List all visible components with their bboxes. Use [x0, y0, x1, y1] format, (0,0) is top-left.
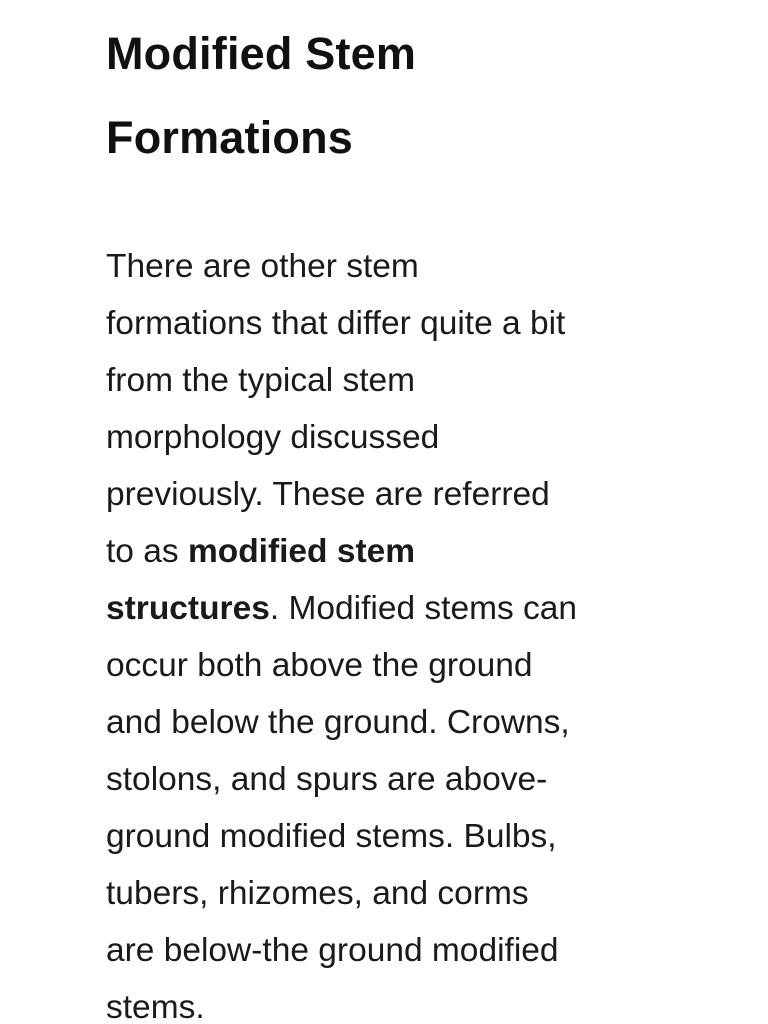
paragraph-line-7	[106, 580, 698, 637]
paragraph-line-7-text: . Modified stems can	[269, 590, 578, 627]
paragraph-line-6-text: to as	[106, 533, 188, 570]
paragraph-line-3: from the typical stem	[106, 362, 416, 399]
bold-term-part-2: structures	[106, 590, 270, 627]
paragraph-line-10: stolons, and spurs are above-	[106, 761, 548, 798]
article-heading	[106, 12, 698, 180]
paragraph-line-14: stems.	[106, 989, 205, 1024]
paragraph-line-2: formations that differ quite a bit	[106, 305, 566, 342]
paragraph-line-5: previously. These are referred	[106, 476, 550, 513]
article-paragraph	[106, 238, 698, 1024]
paragraph-line-11: ground modified stems. Bulbs,	[106, 818, 557, 855]
bold-term-part-1: modified stem	[187, 533, 416, 570]
paragraph-line-6	[106, 523, 698, 580]
paragraph-line-1: There are other stem	[106, 248, 419, 285]
heading-line-2: Formations	[106, 112, 354, 163]
paragraph-line-4: morphology discussed	[106, 419, 440, 456]
paragraph-line-12: tubers, rhizomes, and corms	[106, 875, 529, 912]
paragraph-line-13: are below-the ground modified	[106, 932, 559, 969]
paragraph-line-9: and below the ground. Crowns,	[106, 704, 570, 741]
heading-line-1: Modified Stem	[106, 28, 417, 79]
paragraph-line-8: occur both above the ground	[106, 647, 533, 684]
